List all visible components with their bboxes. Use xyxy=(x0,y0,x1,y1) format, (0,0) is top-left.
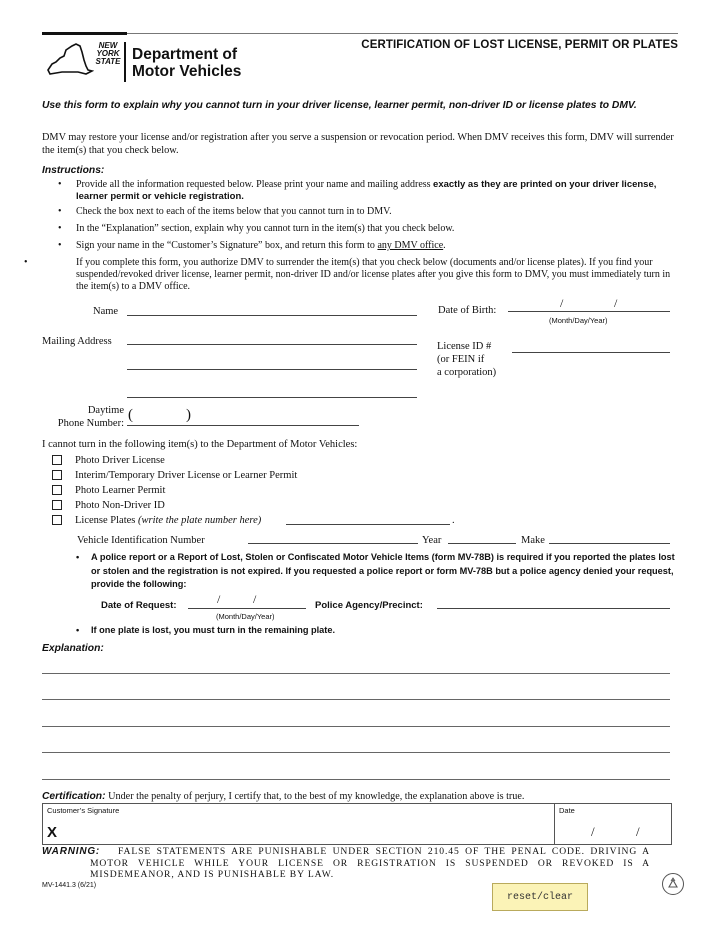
signature-x-mark: X xyxy=(47,824,58,841)
state-word-new: NEW xyxy=(98,41,118,50)
name-input[interactable] xyxy=(128,301,416,315)
new-york-state-map-icon xyxy=(42,40,94,78)
police-agency-underline xyxy=(437,608,670,609)
vin-underline xyxy=(248,543,418,544)
instruction-item xyxy=(76,179,682,203)
state-word-york: YORK xyxy=(96,49,120,58)
date-box-label: Date xyxy=(559,806,575,815)
year-input[interactable] xyxy=(450,529,514,543)
signature-input[interactable] xyxy=(65,826,545,840)
instruction-text: In the “Explanation” section, explain why you cannot turn in the item(s) that you check below. xyxy=(76,223,455,234)
dob-input[interactable] xyxy=(510,297,668,311)
instruction-item xyxy=(76,240,682,252)
reset-clear-label: reset/clear xyxy=(506,891,573,903)
address-input-1[interactable] xyxy=(128,330,416,344)
year-label: Year xyxy=(422,535,442,546)
license-plates-text: License Plates xyxy=(75,515,136,526)
address-input-3[interactable] xyxy=(128,383,416,397)
checkbox-photo-learner-permit[interactable] xyxy=(52,485,62,495)
signature-label: Customer’s Signature xyxy=(47,806,120,815)
item-label-photo-learner-permit: Photo Learner Permit xyxy=(75,485,166,496)
phone-area-code-input[interactable] xyxy=(136,410,184,424)
explanation-heading: Explanation: xyxy=(42,643,104,654)
state-word-state: STATE xyxy=(95,57,121,66)
police-agency-input[interactable] xyxy=(439,594,668,608)
item-label-photo-driver-license: Photo Driver License xyxy=(75,455,165,466)
dob-slash-2: / xyxy=(614,296,618,310)
header-top-rule xyxy=(42,32,127,35)
instruction-text: Provide all the information requested below. Please print your name and mailing address xyxy=(76,179,434,190)
instruction-text: Check the box next to each of the items below that you cannot turn in to DMV. xyxy=(76,206,392,217)
phone-underline xyxy=(127,425,359,426)
phone-paren-close: ) xyxy=(186,407,191,423)
phone-number-input[interactable] xyxy=(196,410,356,424)
plate-number-hint: (write the plate number here) xyxy=(137,515,262,526)
address-line-2 xyxy=(127,369,417,370)
request-date-underline xyxy=(188,608,306,609)
vin-input[interactable] xyxy=(250,529,416,543)
plate-number-input[interactable] xyxy=(288,510,448,524)
certification-text: Under the penalty of perjury, I certify that, to the best of my knowledge, the explanation above is true. xyxy=(108,791,525,802)
make-underline xyxy=(549,543,670,544)
bullet-marker: • xyxy=(76,625,80,635)
warning-label: WARNING: xyxy=(42,846,101,857)
date-box-slash-2: / xyxy=(636,824,640,839)
make-label: Make xyxy=(521,535,545,546)
instruction-item xyxy=(76,223,682,235)
one-plate-note xyxy=(76,625,336,635)
warning-text: FALSE STATEMENTS ARE PUNISHABLE UNDER SECTION 210.45 OF THE PENAL CODE. DRIVING A MOTOR VEHICLE WHILE YOUR LICENSE OR REGISTRATION IS SUSPENDED OR REVOKED IS A MISDEMEANOR, AND IS PUNISHABLE BY LAW. xyxy=(90,846,650,880)
dob-underline xyxy=(508,311,670,312)
police-report-text: A police report or a Report of Lost, Stolen or Confiscated Motor Vehicle Items (form MV-78B) is required if you reported the plates lost or stolen and the registration is not expired. If you requested a police report or form MV-78B but a police agency denied your request, provide the following: xyxy=(91,552,675,589)
item-label-photo-non-driver-id: Photo Non-Driver ID xyxy=(75,500,165,511)
request-slash-1: / xyxy=(217,592,221,606)
header-thin-rule xyxy=(127,33,678,34)
instruction-text: Sign your name in the “Customer’s Signature” box, and return this form to xyxy=(76,240,378,251)
form-title: CERTIFICATION OF LOST LICENSE, PERMIT OR PLATES xyxy=(361,39,678,51)
plate-number-period: . xyxy=(452,515,455,526)
license-id-label xyxy=(437,340,496,379)
license-id-line-2: (or FEIN if xyxy=(437,354,485,365)
item-label-interim-license: Interim/Temporary Driver License or Learner Permit xyxy=(75,470,298,481)
signature-box xyxy=(42,803,555,845)
address-line-1 xyxy=(127,344,417,345)
license-id-input[interactable] xyxy=(514,338,668,352)
name-label: Name xyxy=(93,306,119,317)
police-agency-label: Police Agency/Precinct: xyxy=(315,600,423,611)
request-date-input[interactable] xyxy=(190,594,304,608)
phone-label xyxy=(48,404,124,430)
checkbox-interim-license[interactable] xyxy=(52,470,62,480)
year-underline xyxy=(448,543,516,544)
checkbox-license-plates[interactable] xyxy=(52,515,62,525)
plate-number-underline xyxy=(286,524,450,525)
dob-format-hint: (Month/Day/Year) xyxy=(549,316,608,325)
checkbox-photo-non-driver-id[interactable] xyxy=(52,500,62,510)
instruction-text: If you complete this form, you authorize DMV to surrender the item(s) that you check below (documents and/or license plates). If you find your suspended/revoked driver license, learner permit, non-driver ID and/or license plates after you give this form to DMV, you must immediately turn in the item(s) to a DMV office. xyxy=(76,257,671,292)
instruction-item xyxy=(76,206,682,218)
one-plate-text: If one plate is lost, you must turn in the remaining plate. xyxy=(91,625,336,635)
item-label-license-plates xyxy=(75,514,261,527)
certification-row xyxy=(42,790,682,803)
header xyxy=(42,30,678,90)
instruction-item xyxy=(42,257,682,293)
reset-clear-button[interactable] xyxy=(492,883,588,911)
department-line-1: Department of xyxy=(132,46,238,63)
mailing-address-label: Mailing Address xyxy=(42,336,112,347)
form-number: MV-1441.3 (6/21) xyxy=(42,882,97,889)
request-date-hint: (Month/Day/Year) xyxy=(216,612,275,621)
instructions-list xyxy=(76,179,682,293)
date-box-slash-1: / xyxy=(591,824,595,839)
address-line-3 xyxy=(127,397,417,398)
department-line-2: Motor Vehicles xyxy=(132,63,242,80)
dob-slash-1: / xyxy=(560,296,564,310)
intro-body: DMV may restore your license and/or registration after you serve a suspension or revocation period. When DMV receives this form, DMV will surrender the item(s) that you check below. xyxy=(42,132,674,156)
make-input[interactable] xyxy=(551,529,668,543)
phone-paren-open: ( xyxy=(128,407,133,423)
name-underline xyxy=(127,315,417,316)
instruction-link: any DMV office xyxy=(377,240,444,251)
certification-heading: Certification: xyxy=(42,791,106,802)
explanation-input[interactable] xyxy=(42,658,670,780)
state-wordmark xyxy=(90,42,126,66)
checkbox-photo-driver-license[interactable] xyxy=(52,455,62,465)
items-intro: I cannot turn in the following item(s) to the Department of Motor Vehicles: xyxy=(42,439,358,450)
instruction-text: . xyxy=(443,240,446,251)
signature-date-input[interactable] xyxy=(559,826,667,840)
dob-label: Date of Birth: xyxy=(438,305,497,316)
phone-label-line-1: Daytime xyxy=(87,405,124,416)
logo-divider xyxy=(124,42,126,82)
instructions-heading: Instructions: xyxy=(42,165,105,176)
recycle-icon xyxy=(661,872,685,896)
request-slash-2: / xyxy=(253,592,257,606)
license-id-line-1: License ID # xyxy=(437,341,492,352)
license-id-underline xyxy=(512,352,670,353)
vin-label: Vehicle Identification Number xyxy=(77,535,205,546)
bullet-marker: • xyxy=(76,552,80,562)
phone-label-line-2: Phone Number: xyxy=(57,418,124,429)
instruction-emphasis: exactly as they are printed on your driver license, learner permit or vehicle registration. xyxy=(76,179,657,202)
date-box xyxy=(554,803,672,845)
license-id-line-3: a corporation) xyxy=(437,367,497,378)
police-report-note xyxy=(76,551,681,592)
request-date-label: Date of Request: xyxy=(101,600,177,611)
department-name xyxy=(132,46,241,80)
intro-lead: Use this form to explain why you cannot turn in your driver license, learner permit, non-driver ID or license plates to DMV. xyxy=(42,100,637,111)
address-input-2[interactable] xyxy=(128,355,416,369)
